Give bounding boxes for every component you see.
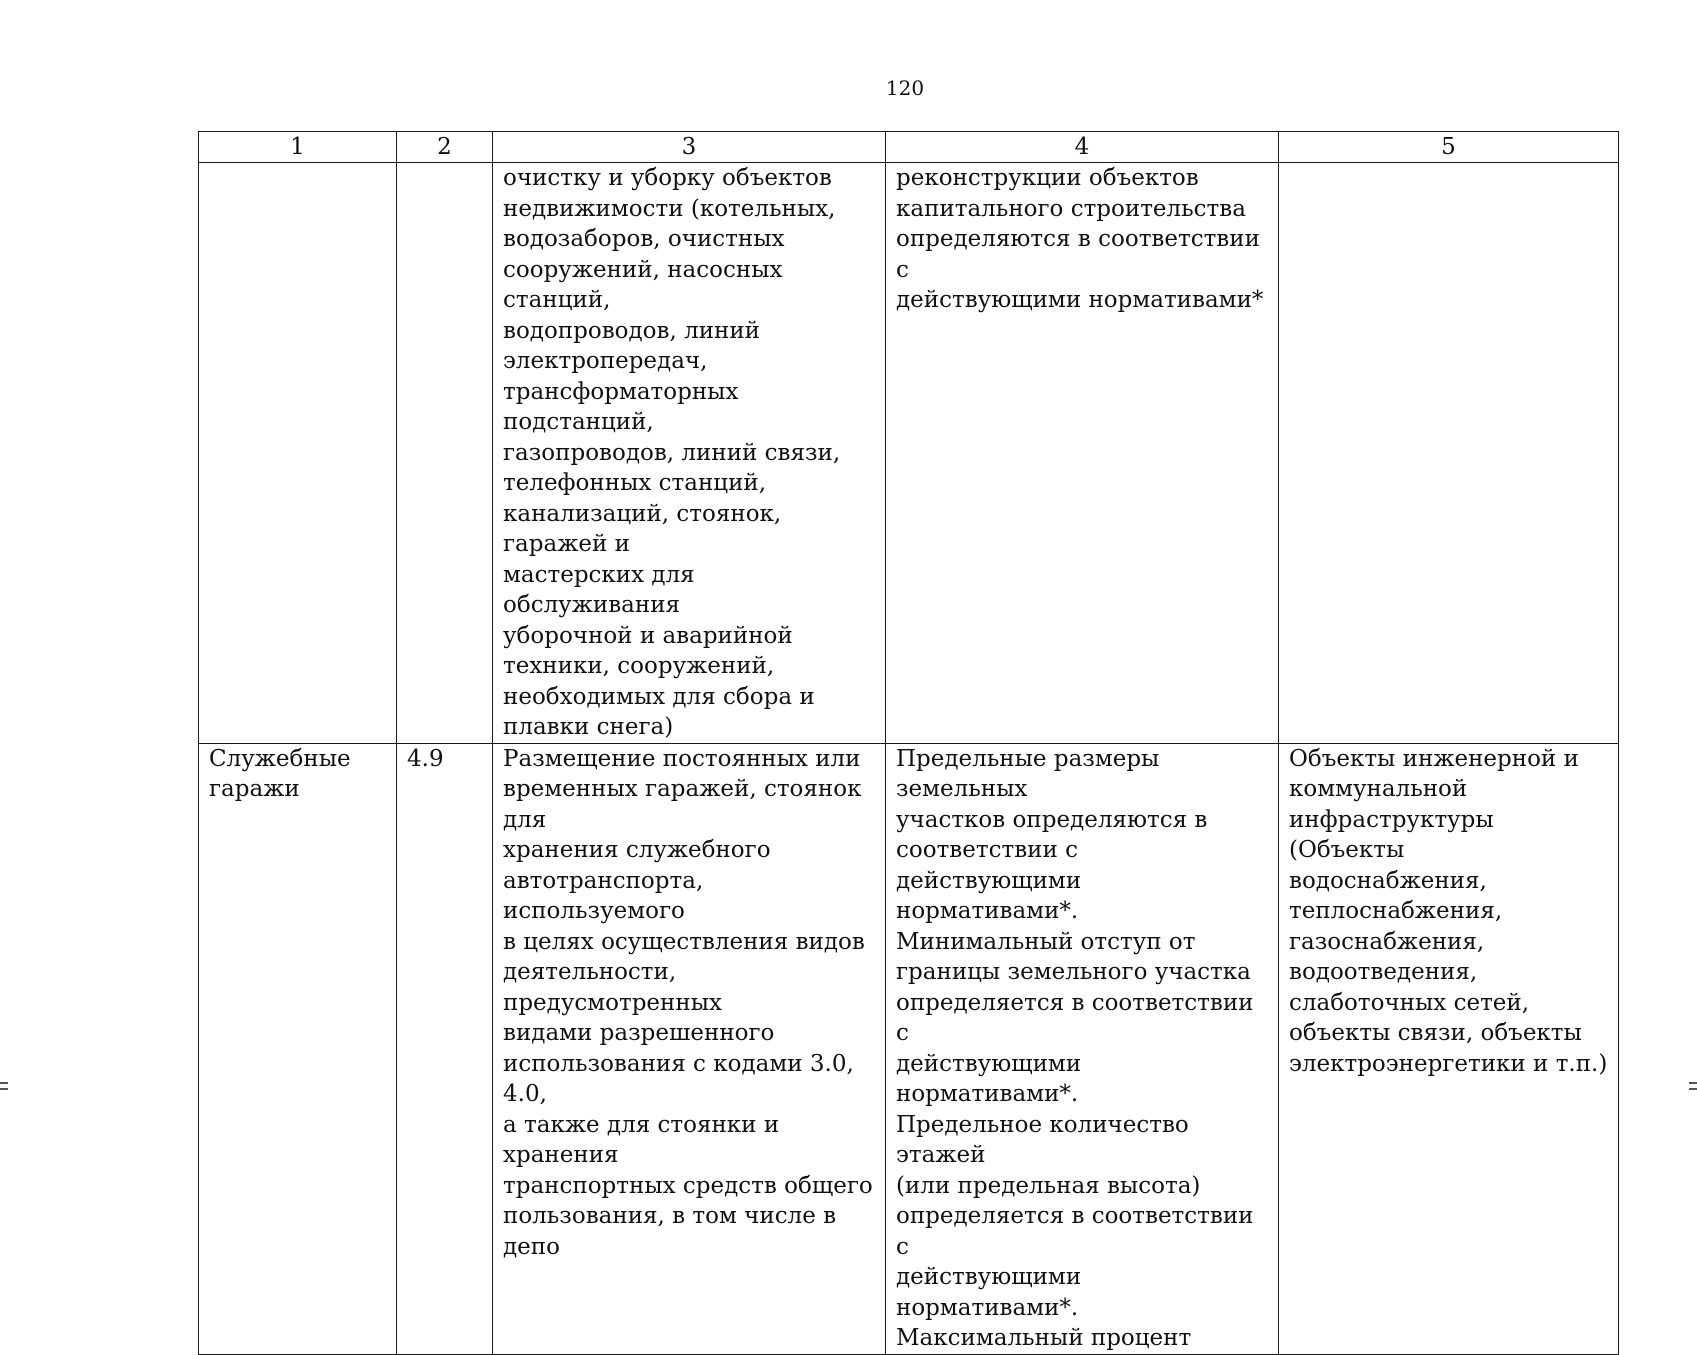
cell-auxiliary-uses bbox=[1279, 163, 1619, 744]
regulations-table bbox=[198, 131, 1619, 1355]
page-number: 120 bbox=[885, 76, 925, 100]
scan-edge-mark-left bbox=[0, 1082, 8, 1084]
cell-code bbox=[397, 163, 493, 744]
table-row bbox=[199, 743, 1619, 1354]
cell-text: реконструкции объектов капитального строительства определяются в соответствии с действующими нормативами* bbox=[896, 165, 1264, 313]
column-header-4: 4 bbox=[886, 132, 1279, 163]
column-header-3: 3 bbox=[493, 132, 886, 163]
cell-text: Служебные гаражи bbox=[209, 745, 351, 802]
column-header-2: 2 bbox=[397, 132, 493, 163]
cell-text: Объекты инженерной и коммунальной инфраструктуры (Объекты водоснабжения, теплоснабжения, газоснабжения, водоотведения, слаботочных сетей, объекты связи, объекты электроэнергетики и т.п.) bbox=[1289, 745, 1608, 1077]
cell-auxiliary-uses bbox=[1279, 743, 1619, 1354]
cell-description bbox=[493, 163, 886, 744]
cell-land-use-name bbox=[199, 743, 397, 1354]
column-header-1: 1 bbox=[199, 132, 397, 163]
cell-text: Предельные размеры земельных участков определяются в соответствии с действующими нормативами*. Минимальный отступ от границы земельного участка определяется в соответствии с действующими нормативами*. Предельное количество этажей (или предельная высота) определяется в соответствии с действующими нормативами*. Максимальный процент bbox=[896, 745, 1254, 1351]
scan-edge-mark-left bbox=[0, 1088, 8, 1090]
cell-text: Размещение постоянных или временных гаражей, стоянок для хранения служебного автотранспорта, используемого в целях осуществления видов деятельности, предусмотренных видами разрешенного использования с кодами 3.0, 4.0, а также для стоянки и хранения транспортных средств общего пользования, в том числе в депо bbox=[503, 745, 873, 1260]
scan-edge-mark-right bbox=[1689, 1088, 1697, 1090]
cell-parameters bbox=[886, 743, 1279, 1354]
cell-description bbox=[493, 743, 886, 1354]
cell-code bbox=[397, 743, 493, 1354]
cell-text: очистку и уборку объектов недвижимости (котельных, водозаборов, очистных сооружений, насосных станций, водопроводов, линий электропередач, трансформаторных подстанций, газопроводов, линий связи, телефонных станций, канализаций, стоянок, гаражей и мастерских для обслуживания уборочной и аварийной техники, сооружений, необходимых для сбора и плавки снега) bbox=[503, 165, 841, 740]
table-header-row bbox=[199, 132, 1619, 163]
cell-land-use-name bbox=[199, 163, 397, 744]
column-header-5: 5 bbox=[1279, 132, 1619, 163]
scan-edge-mark-right bbox=[1689, 1082, 1697, 1084]
cell-parameters bbox=[886, 163, 1279, 744]
cell-text: 4.9 bbox=[407, 745, 444, 772]
table-row bbox=[199, 163, 1619, 744]
